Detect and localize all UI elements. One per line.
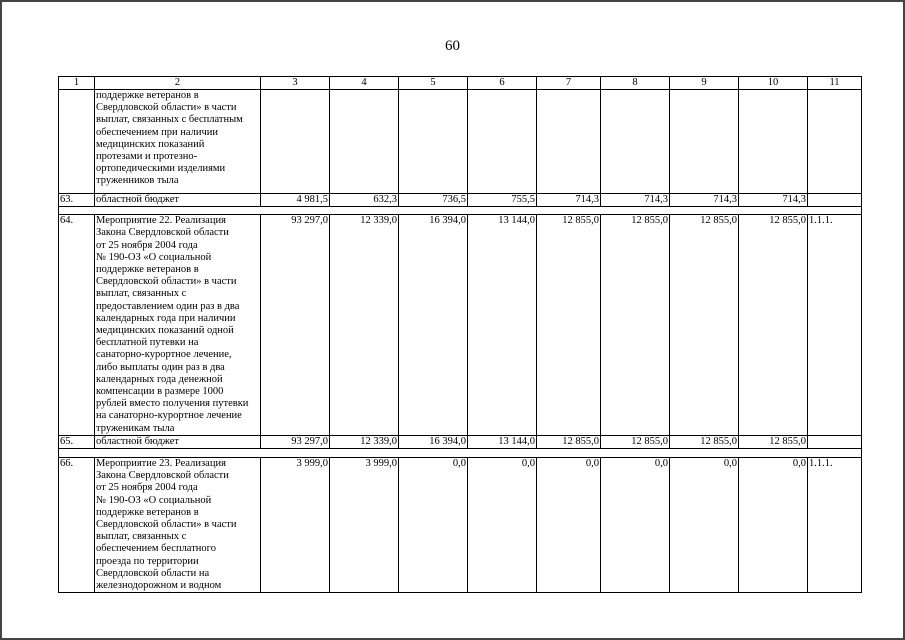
page-number: 60 bbox=[445, 38, 460, 54]
desc-line: № 190-ОЗ «О социальной bbox=[96, 251, 212, 263]
desc-line: предоставлением один раз в два bbox=[96, 300, 240, 312]
value-cell: 93 297,0 bbox=[261, 435, 330, 448]
value-cell bbox=[670, 90, 739, 194]
desc-line: ортопедическими изделиями bbox=[96, 163, 226, 175]
header-cell: 7 bbox=[537, 77, 601, 90]
value-cell bbox=[739, 90, 808, 194]
desc-line: на санаторно-курортное лечение bbox=[96, 410, 242, 422]
code-cell bbox=[808, 194, 862, 207]
value-cell: 12 855,0 bbox=[670, 215, 739, 436]
header-cell: 11 bbox=[808, 77, 862, 90]
value-cell: 0,0 bbox=[468, 458, 537, 593]
value-cell: 12 855,0 bbox=[601, 215, 670, 436]
row-description bbox=[95, 194, 261, 207]
value-cell: 714,3 bbox=[601, 194, 670, 207]
value-cell: 0,0 bbox=[670, 458, 739, 593]
value-cell: 714,3 bbox=[670, 194, 739, 207]
value-cell bbox=[601, 90, 670, 194]
value-cell: 0,0 bbox=[399, 458, 468, 593]
desc-line: поддержке ветеранов в bbox=[96, 90, 199, 101]
value-cell: 93 297,0 bbox=[261, 215, 330, 436]
value-cell bbox=[399, 90, 468, 194]
value-cell bbox=[537, 90, 601, 194]
desc-line: медицинских показаний bbox=[96, 138, 205, 150]
header-cell: 4 bbox=[330, 77, 399, 90]
row-separator bbox=[59, 449, 862, 458]
desc-line: Мероприятие 23. Реализация bbox=[96, 458, 226, 470]
desc-line: проезда по территории bbox=[96, 555, 199, 567]
desc-line: Свердловской области» в части bbox=[96, 519, 237, 531]
desc-line: выплат, связанных с bbox=[96, 288, 187, 300]
desc-line: компенсации в размере 1000 bbox=[96, 386, 224, 398]
desc-line: от 25 ноября 2004 года bbox=[96, 239, 198, 251]
desc-line: Закона Свердловской области bbox=[96, 227, 229, 239]
header-cell: 3 bbox=[261, 77, 330, 90]
value-cell bbox=[330, 90, 399, 194]
value-cell: 13 144,0 bbox=[468, 435, 537, 448]
value-cell: 12 855,0 bbox=[739, 215, 808, 436]
value-cell: 13 144,0 bbox=[468, 215, 537, 436]
header-cell: 8 bbox=[601, 77, 670, 90]
value-cell: 12 855,0 bbox=[670, 435, 739, 448]
code-cell bbox=[808, 435, 862, 448]
row-description bbox=[95, 458, 261, 593]
row-index: 66. bbox=[59, 458, 95, 593]
code-cell: 1.1.1. bbox=[808, 458, 862, 593]
desc-line: Закона Свердловской области bbox=[96, 470, 229, 482]
row-description bbox=[95, 435, 261, 448]
row-index bbox=[59, 90, 95, 194]
value-cell: 0,0 bbox=[537, 458, 601, 593]
value-cell bbox=[261, 90, 330, 194]
row-separator bbox=[59, 207, 862, 215]
value-cell: 4 981,5 bbox=[261, 194, 330, 207]
value-cell: 3 999,0 bbox=[261, 458, 330, 593]
table-row bbox=[59, 90, 862, 194]
header-cell: 1 bbox=[59, 77, 95, 90]
desc-line: медицинских показаний одной bbox=[96, 325, 234, 337]
table-row bbox=[59, 194, 862, 207]
row-index: 63. bbox=[59, 194, 95, 207]
value-cell: 632,3 bbox=[330, 194, 399, 207]
desc-line: выплат, связанных с бесплатным bbox=[96, 114, 243, 126]
value-cell: 755,5 bbox=[468, 194, 537, 207]
desc-line: труженикам тыла bbox=[96, 422, 175, 434]
row-description bbox=[95, 90, 261, 194]
value-cell: 714,3 bbox=[537, 194, 601, 207]
value-cell: 12 339,0 bbox=[330, 435, 399, 448]
desc-line: поддержке ветеранов в bbox=[96, 264, 199, 276]
desc-line: Свердловской области» в части bbox=[96, 102, 237, 114]
desc-line: обеспечением при наличии bbox=[96, 126, 219, 138]
desc-line: календарных года при наличии bbox=[96, 312, 236, 324]
value-cell: 714,3 bbox=[739, 194, 808, 207]
table-row bbox=[59, 458, 862, 593]
desc-line: календарных года денежной bbox=[96, 373, 223, 385]
value-cell: 16 394,0 bbox=[399, 435, 468, 448]
header-cell: 10 bbox=[739, 77, 808, 90]
desc-line: Свердловской области» в части bbox=[96, 276, 237, 288]
value-cell: 3 999,0 bbox=[330, 458, 399, 593]
value-cell: 0,0 bbox=[739, 458, 808, 593]
value-cell: 12 855,0 bbox=[601, 435, 670, 448]
desc-line: № 190-ОЗ «О социальной bbox=[96, 494, 212, 506]
budget-table bbox=[58, 76, 862, 593]
table-row bbox=[59, 215, 862, 436]
value-cell bbox=[468, 90, 537, 194]
desc-line: Мероприятие 22. Реализация bbox=[96, 215, 226, 227]
value-cell: 12 855,0 bbox=[537, 215, 601, 436]
table-row bbox=[59, 435, 862, 448]
code-cell bbox=[808, 90, 862, 194]
value-cell: 16 394,0 bbox=[399, 215, 468, 436]
row-description bbox=[95, 215, 261, 436]
header-cell: 2 bbox=[95, 77, 261, 90]
header-cell: 5 bbox=[399, 77, 468, 90]
value-cell: 12 855,0 bbox=[537, 435, 601, 448]
table-header-row bbox=[59, 77, 862, 90]
desc-line: либо выплаты один раз в два bbox=[96, 361, 225, 373]
desc-line: областной бюджет bbox=[96, 194, 179, 205]
desc-line: труженников тыла bbox=[96, 175, 179, 187]
value-cell: 0,0 bbox=[601, 458, 670, 593]
value-cell: 12 339,0 bbox=[330, 215, 399, 436]
header-cell: 6 bbox=[468, 77, 537, 90]
header-cell: 9 bbox=[670, 77, 739, 90]
desc-line: от 25 ноября 2004 года bbox=[96, 482, 198, 494]
desc-line: железнодорожном и водном bbox=[96, 580, 222, 592]
desc-line: протезами и протезно- bbox=[96, 151, 198, 163]
desc-line: рублей вместо получения путевки bbox=[96, 398, 249, 410]
desc-line: обеспечением бесплатного bbox=[96, 543, 216, 555]
value-cell: 736,5 bbox=[399, 194, 468, 207]
desc-line: областной бюджет bbox=[96, 435, 179, 447]
desc-line: поддержке ветеранов в bbox=[96, 506, 199, 518]
desc-line: Свердловской области на bbox=[96, 567, 210, 579]
row-index: 65. bbox=[59, 435, 95, 448]
desc-line: выплат, связанных с bbox=[96, 531, 187, 543]
row-index: 64. bbox=[59, 215, 95, 436]
desc-line: санаторно-курортное лечение, bbox=[96, 349, 232, 361]
value-cell: 12 855,0 bbox=[739, 435, 808, 448]
desc-line: бесплатной путевки на bbox=[96, 337, 199, 349]
code-cell: 1.1.1. bbox=[808, 215, 862, 436]
